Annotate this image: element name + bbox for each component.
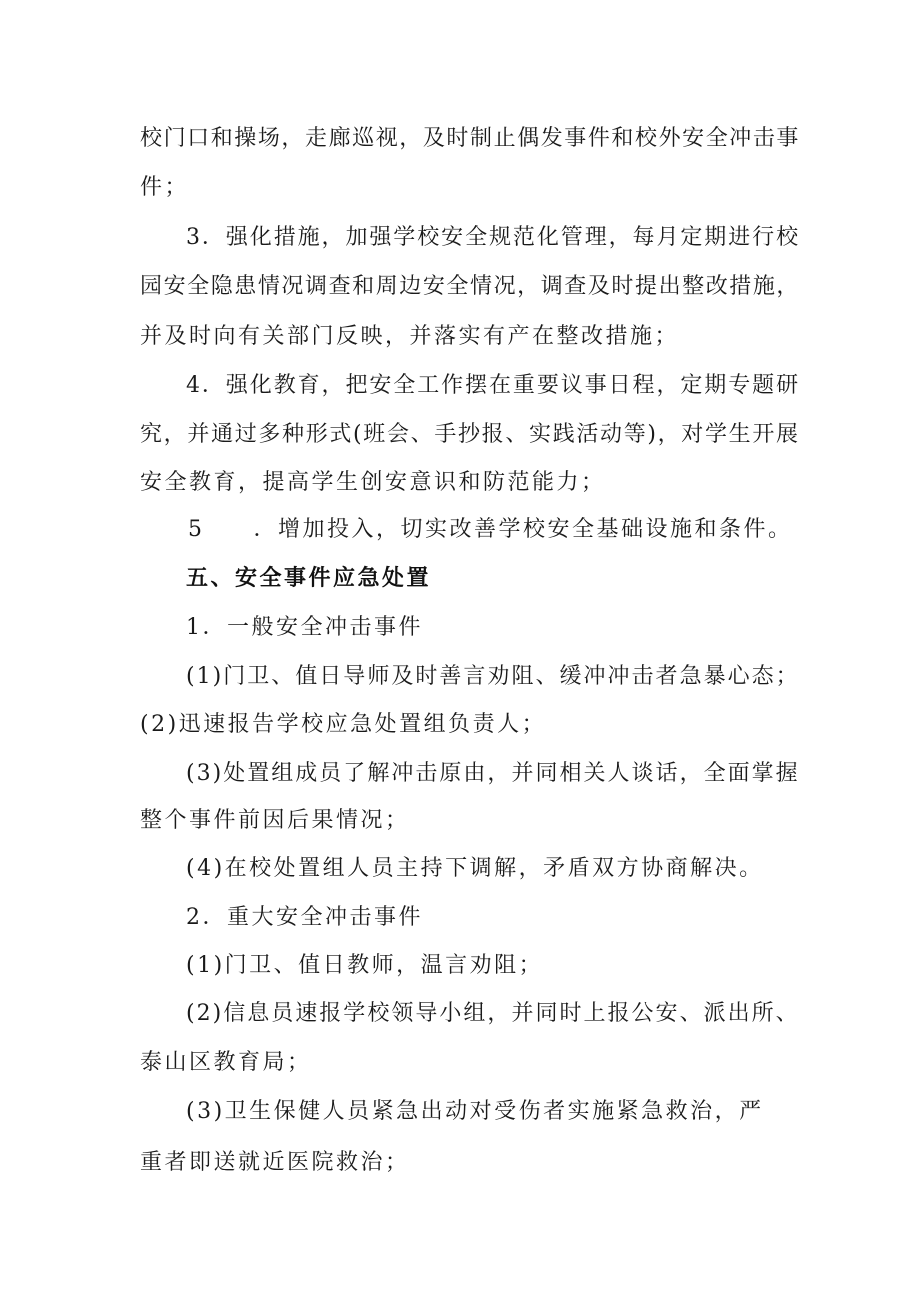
text-line: 并及时向有关部门反映，并落实有产在整改措施； bbox=[140, 324, 680, 349]
text-line: 件； bbox=[140, 175, 190, 200]
text-line: 园安全隐患情况调查和周边安全情况，调查及时提出整改措施， bbox=[140, 274, 801, 299]
text-line: 重者即送就近医院救治； bbox=[140, 1150, 410, 1175]
section-heading: 五、安全事件应急处置 bbox=[186, 566, 432, 591]
text-line: (4)在校处置组人员主持下调解，矛盾双方协商解决。 bbox=[186, 856, 764, 881]
text-line: 4．强化教育，把安全工作摆在重要议事日程，定期专题研 bbox=[186, 373, 800, 398]
text-line: 究，并通过多种形式(班会、手抄报、实践活动等)，对学生开展 bbox=[140, 422, 800, 447]
text-line: (3)卫生保健人员紧急出动对受伤者实施紧急救治，严 bbox=[186, 1099, 764, 1124]
text-line: (2)迅速报告学校应急处置组负责人； bbox=[140, 712, 547, 737]
text-line: (2)信息员速报学校领导小组，并同时上报公安、派出所、 bbox=[186, 1001, 800, 1026]
text-line: (1)门卫、值日教师，温言劝阻； bbox=[186, 953, 544, 978]
subsection-heading: 1．一般安全冲击事件 bbox=[186, 615, 423, 640]
text-line: (3)处置组成员了解冲击原由，并同相关人谈话，全面掌握 bbox=[186, 761, 800, 786]
text-line: 校门口和操场，走廊巡视，及时制止偶发事件和校外安全冲击事 bbox=[140, 126, 801, 151]
text-line: (1)门卫、值日导师及时善言劝阻、缓冲冲击者急暴心态； bbox=[186, 664, 800, 689]
text-line: 泰山区教育局； bbox=[140, 1050, 312, 1075]
text-line: 整个事件前因后果情况； bbox=[140, 808, 410, 833]
text-line: 安全教育，提高学生创安意识和防范能力； bbox=[140, 470, 606, 495]
text-line: 3．强化措施，加强学校安全规范化管理，每月定期进行校 bbox=[186, 225, 800, 250]
text-line: 5 ．增加投入，切实改善学校安全基础设施和条件。 bbox=[188, 517, 793, 542]
subsection-heading: 2．重大安全冲击事件 bbox=[186, 905, 423, 930]
